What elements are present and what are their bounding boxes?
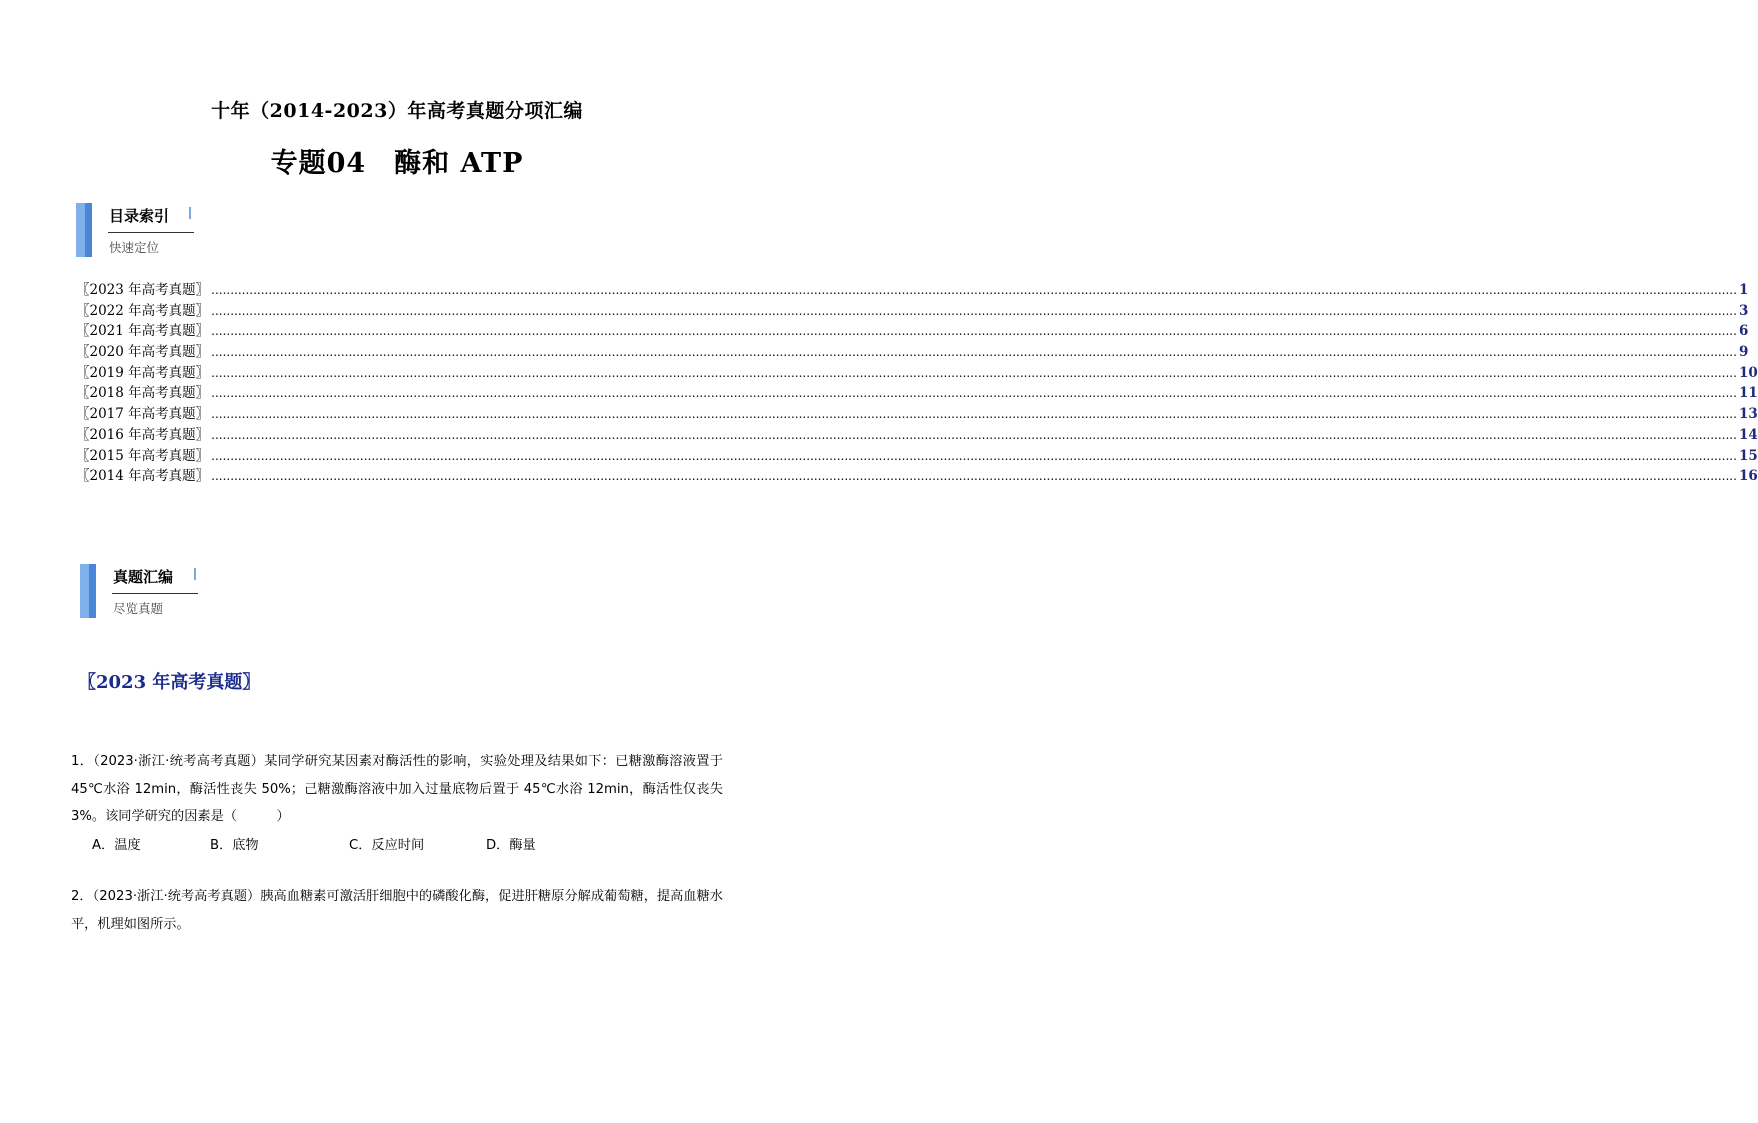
- toc-page-number[interactable]: 1: [1738, 282, 1749, 298]
- document-title: 十年（2014-2023）年高考真题分项汇编: [211, 100, 583, 122]
- toc-page-number[interactable]: 13: [1738, 406, 1758, 423]
- section-divider: [108, 232, 194, 233]
- toc-row[interactable]: [76, 299, 1749, 320]
- question-1-text: 1．（2023·浙江·统考高考真题）某同学研究某因素对酶活性的影响，实验处理及结果如下：已糖激酶溶液置于 45℃水浴 12min，酶活性丧失 50%；己糖激酶溶液中加入过量底物后置于 45℃水浴 12min，酶活性仅丧失 3%。该同学研究的因素是（ ）: [71, 754, 723, 824]
- toc-label[interactable]: 〖2022 年高考真题〗: [76, 302, 210, 319]
- toc-leader-dots: ................................................................................................................................................................................................................................................................................................................................................................................................................: [211, 283, 1737, 297]
- toc-label[interactable]: 〖2023 年高考真题〗: [76, 282, 210, 298]
- option-d[interactable]: D．酶量: [486, 838, 536, 853]
- toc-page-number[interactable]: 15: [1738, 447, 1758, 464]
- toc-row[interactable]: [76, 381, 1758, 402]
- topic-title: 专题04 酶和 ATP: [270, 148, 524, 179]
- toc-leader-dots: ................................................................................................................................................................................................................................................................................................................................................................................................................: [211, 345, 1737, 360]
- option-c[interactable]: C．反应时间: [349, 838, 425, 853]
- cursor-mark-icon: [189, 207, 191, 219]
- toc-page-number[interactable]: 3: [1738, 302, 1749, 319]
- toc-label[interactable]: 〖2017 年高考真题〗: [76, 406, 210, 423]
- toc-row[interactable]: [76, 278, 1749, 299]
- toc-row[interactable]: [76, 319, 1749, 340]
- option-b[interactable]: B．底物: [210, 838, 259, 853]
- toc-row[interactable]: [76, 402, 1758, 423]
- option-a[interactable]: A．温度: [92, 838, 141, 853]
- toc-page-number[interactable]: 16: [1738, 468, 1758, 485]
- toc-leader-dots: ................................................................................................................................................................................................................................................................................................................................................................................................................: [211, 448, 1737, 463]
- toc-label[interactable]: 〖2019 年高考真题〗: [76, 364, 210, 381]
- toc-label[interactable]: 〖2020 年高考真题〗: [76, 344, 210, 361]
- toc-label[interactable]: 〖2016 年高考真题〗: [76, 426, 210, 443]
- toc-leader-dots: ................................................................................................................................................................................................................................................................................................................................................................................................................: [211, 469, 1737, 484]
- toc-leader-dots: ................................................................................................................................................................................................................................................................................................................................................................................................................: [211, 427, 1737, 442]
- section-accent-bar: [80, 564, 96, 618]
- toc-row[interactable]: [76, 340, 1749, 361]
- index-section-title: 目录索引: [109, 207, 170, 225]
- toc-label[interactable]: 〖2018 年高考真题〗: [76, 385, 210, 402]
- exam-section-title: 真题汇编: [113, 568, 174, 586]
- toc-page-number[interactable]: 9: [1738, 344, 1749, 361]
- toc-leader-dots: ................................................................................................................................................................................................................................................................................................................................................................................................................: [211, 386, 1737, 401]
- question-2-text: 2．（2023·浙江·统考高考真题）胰高血糖素可激活肝细胞中的磷酸化酶，促进肝糖原分解成葡萄糖，提高血糖水平，机理如图所示。: [71, 889, 723, 932]
- toc-row[interactable]: [76, 464, 1758, 485]
- toc-page-number[interactable]: 10: [1738, 364, 1758, 381]
- toc-row[interactable]: [76, 423, 1758, 444]
- cursor-mark-icon: [194, 568, 196, 580]
- toc-label[interactable]: 〖2015 年高考真题〗: [76, 447, 210, 464]
- section-divider: [112, 593, 198, 594]
- toc-row[interactable]: [76, 444, 1758, 465]
- toc-label[interactable]: 〖2014 年高考真题〗: [76, 468, 210, 485]
- year-heading: 〖2023 年高考真题〗: [78, 672, 261, 693]
- index-section-subtitle: 快速定位: [109, 240, 160, 255]
- toc-leader-dots: ................................................................................................................................................................................................................................................................................................................................................................................................................: [211, 303, 1737, 318]
- exam-section-subtitle: 尽览真题: [113, 601, 164, 616]
- section-accent-bar: [76, 203, 92, 257]
- toc-leader-dots: ................................................................................................................................................................................................................................................................................................................................................................................................................: [211, 324, 1737, 339]
- toc-label[interactable]: 〖2021 年高考真题〗: [76, 323, 210, 340]
- toc-leader-dots: ................................................................................................................................................................................................................................................................................................................................................................................................................: [211, 365, 1737, 380]
- toc-page-number[interactable]: 6: [1738, 323, 1749, 340]
- table-of-contents: [76, 278, 1758, 485]
- toc-page-number[interactable]: 11: [1738, 385, 1758, 402]
- toc-row[interactable]: [76, 361, 1758, 382]
- toc-page-number[interactable]: 14: [1738, 426, 1758, 443]
- toc-leader-dots: ................................................................................................................................................................................................................................................................................................................................................................................................................: [211, 407, 1737, 422]
